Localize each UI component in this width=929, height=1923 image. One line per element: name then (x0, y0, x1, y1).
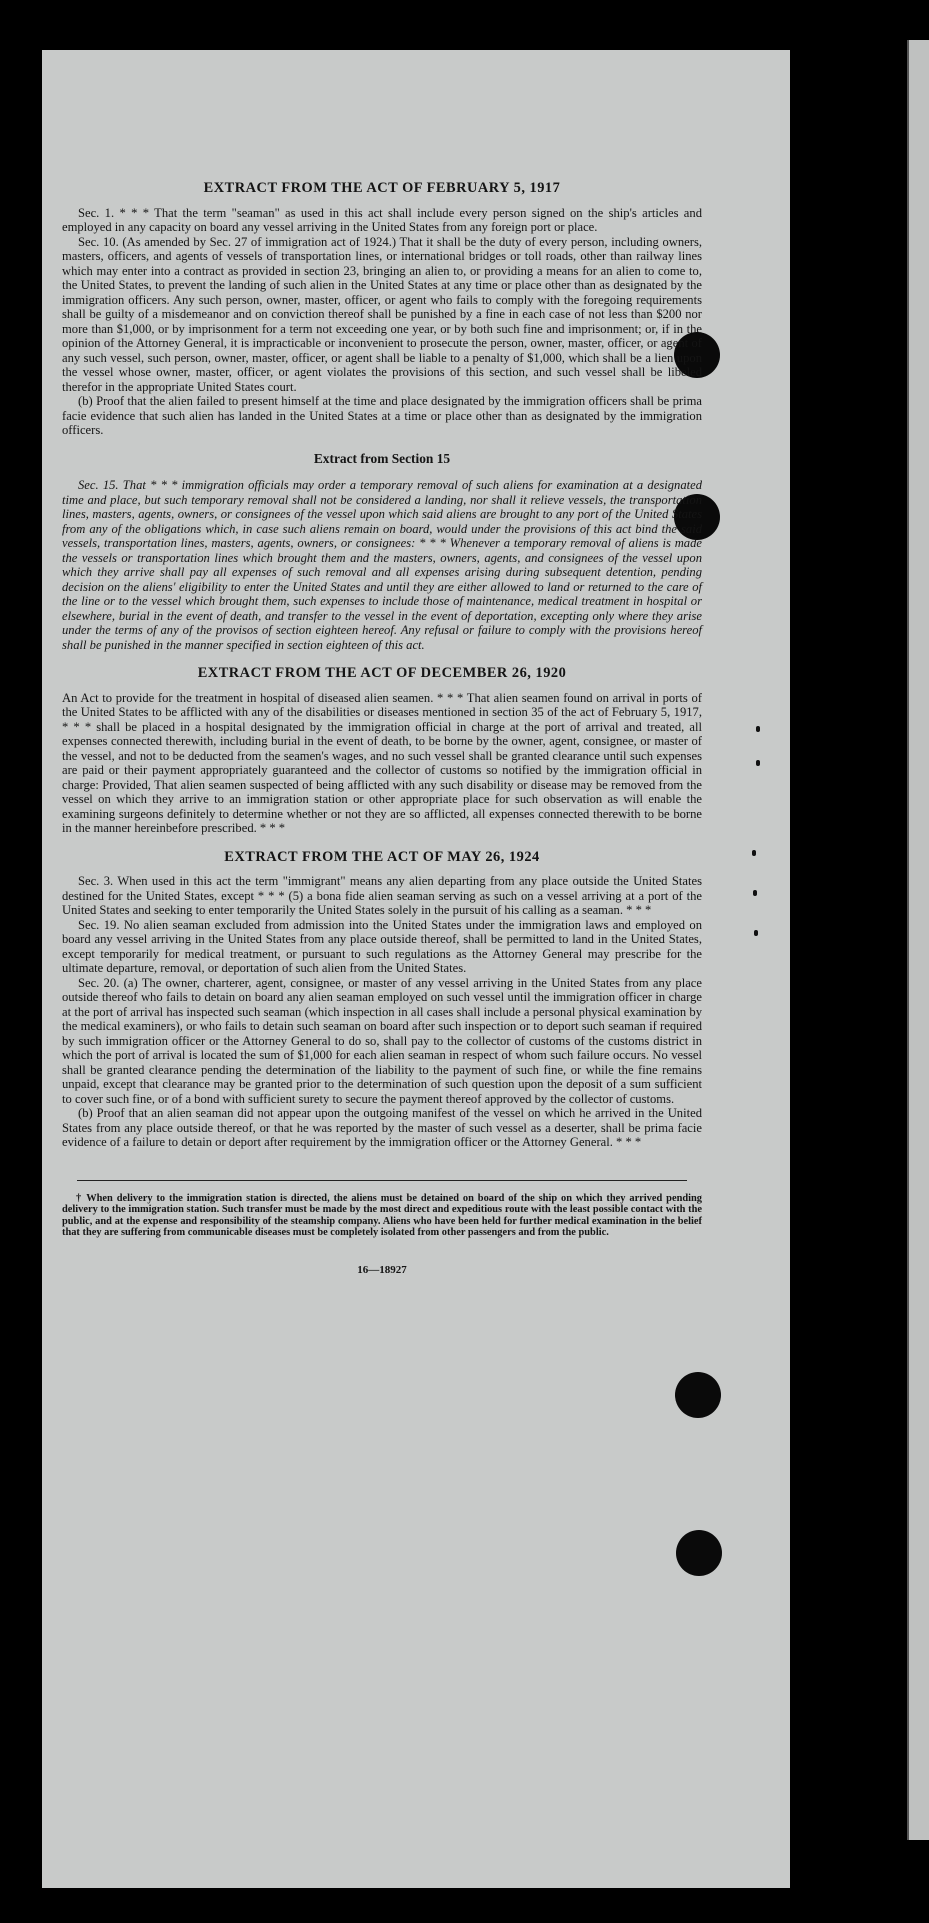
margin-mark (756, 726, 760, 732)
paragraph-sec15: Sec. 15. That * * * immigration officials may order a temporary removal of such aliens for examination at a designated time and place, but such temporary removal shall not be considered a landing, nor shall it relieve vessels, the transportation lines, masters, agents, owners, or consignees of the vessel upon which said aliens are brought to any port of the United States from any of the obligations which, in case such aliens remain on board, would under the provisions of this act bind the said vessels, transportation lines, masters, agents, owners, or consignees: * * * Whenever a temporary removal of aliens is made the vessels or transportation lines which brought them and the masters, owners, agents, and consignees of the vessel upon which they arrive shall pay all expenses of such removal and all expenses arising during subsequent detention, pending decision on the aliens' eligibility to enter the United States and until they are either allowed to land or returned to the care of the line or to the vessel which brought them, such expenses to include those of maintenance, medical treatment in hospital or elsewhere, burial in the event of death, and transfer to the vessel in the event of deportation, excepting only where they arise under the terms of any of the provisos of section eighteen hereof. Any refusal or failure to comply with the provisions hereof shall be punished in the manner specified in section eighteen of this act. (62, 478, 702, 652)
subheading-section-15: Extract from Section 15 (313, 450, 451, 466)
footnote: † When delivery to the immigration station is directed, the aliens must be detained on board of the ship on which they arrived pending delivery to the immigration station. Such transfer must be made by the most direct and expeditious route with the least possible contact with the public, and at the expense and responsibility of the steamship company. Aliens who have been held for further medical examination in the belief that they are suffering from communicable diseases must be completely isolated from other passengers and from the public. (62, 1192, 702, 1239)
paragraph-1917-sec10b: (b) Proof that the alien failed to present himself at the time and place designated by the immigration officers shall be prima facie evidence that such alien has landed in the United States at a time or place other than as designated by the immigration officers. (62, 394, 702, 437)
form-number: 16—18927 (357, 1263, 407, 1276)
punch-hole (676, 1530, 722, 1576)
adjacent-page-edge (907, 40, 929, 1840)
margin-mark (753, 890, 757, 896)
punch-hole (675, 1372, 721, 1418)
margin-mark (754, 930, 758, 936)
paragraph-1924-sec3: Sec. 3. When used in this act the term "immigrant" means any alien departing from any place outside the United States destined for the United States, except * * * (5) a bona fide alien seaman serving as such on a vessel arriving at a port of the United States and seeking to enter temporarily the United States solely in the pursuit of his calling as a seaman. * * * (62, 874, 702, 917)
paragraph-1924-sec20a: Sec. 20. (a) The owner, charterer, agent, consignee, or master of any vessel arriving in the United States from any place outside thereof who fails to detain on board any alien seaman employed on such vessel until the immigration officer in charge at the port of arrival has inspected such seaman (which inspection in all cases shall include a personal physical examination by the medical examiners), or who fails to detain such seaman on board after such inspection or to deport such seaman if required by such immigration officer or the Attorney General to do so, shall pay to the collector of customs of the customs district in which the port of arrival is located the sum of $1,000 for each alien seaman in respect of whom such failure occurs. No vessel shall be granted clearance pending the determination of the liability to the payment of such fine, or while the fine remains unpaid, except that clearance may be granted prior to the determination of such question upon the deposit of a sum sufficient to cover such fine, or of a bond with sufficient surety to secure the payment thereof approved by the collector of customs. (62, 975, 702, 1106)
heading-act-1920: EXTRACT FROM THE ACT OF DECEMBER 26, 1920 (197, 665, 567, 681)
margin-mark (752, 850, 756, 856)
paragraph-1920: An Act to provide for the treatment in hospital of diseased alien seamen. * * * That alien seamen found on arrival in ports of the United States to be afflicted with any of the disabilities or diseases mentioned in section 35 of the act of February 5, 1917, * * * shall be placed in a hospital designated by the immigration official in charge at the port of arrival and treated, all expenses connected therewith, including burial in the event of death, to be borne by the owner, agent, consignee, or master of the vessel, and not to be deducted from the seamen's wages, and no such vessel shall be granted clearance until such expenses are paid or their payment appropriately guaranteed and the collector of customs so notified by the immigration official in charge: Provided, That alien seamen suspected of being afflicted with any such disability or disease may be removed from the vessel on which they arrive to an immigration station or other appropriate place for such observation as will enable the examining surgeons definitely to determine whether or not they are so afflicted, all expenses connected therewith to be borne in the manner hereinbefore prescribed. * * * (62, 690, 702, 835)
margin-mark (756, 760, 760, 766)
paragraph-1917-sec10: Sec. 10. (As amended by Sec. 27 of immigration act of 1924.) That it shall be the duty of every person, including owners, masters, officers, and agents of vessels of transportation lines, or international bridges or toll roads, other than railway lines which may enter into a contract as provided in section 23, bringing an alien to, or providing a means for an alien to come to, the United States, to prevent the landing of such alien in the United States at any time or place other than as designated by the immigration officers. Any such person, owner, master, officer, or agent who fails to comply with the foregoing requirements shall be guilty of a misdemeanor and on conviction thereof shall be punished by a fine in each case of not less than $200 nor more than $1,000, or by imprisonment for a term not exceeding one year, or by both such fine and imprisonment; or, if in the opinion of the Attorney General, it is impracticable or inconvenient to prosecute the person, owner, master, officer, or agent of any such vessel, such person, owner, master, officer, or agent shall be liable to a penalty of $1,000, which shall be a lien upon the vessel whose owner, master, officer, or agent violates the provisions of this section, and such vessel shall be libeled therefor in the appropriate United States court. (62, 234, 702, 394)
footnote-divider (77, 1180, 687, 1181)
heading-act-1924: EXTRACT FROM THE ACT OF MAY 26, 1924 (224, 848, 540, 865)
heading-act-1917: EXTRACT FROM THE ACT OF FEBRUARY 5, 1917 (203, 180, 561, 196)
document-body (62, 128, 702, 1277)
paragraph-1917-sec1: Sec. 1. * * * That the term "seaman" as used in this act shall include every person signed on the ship's articles and employed in any capacity on board any vessel arriving in the United States from any foreign port or place. (62, 205, 702, 234)
paragraph-1924-sec20b: (b) Proof that an alien seaman did not appear upon the outgoing manifest of the vessel on which he arrived in the United States from any place outside thereof, or that he was reported by the master of such vessel as a deserter, shall be prima facie evidence of a failure to detain or deport after requirement by the immigration officer or the Attorney General. * * * (62, 1106, 702, 1149)
paragraph-1924-sec19: Sec. 19. No alien seaman excluded from admission into the United States under the immigration laws and employed on board any vessel arriving in the United States from any place outside thereof, shall be permitted to land in the United States, except temporarily for medical treatment, or pursuant to such regulations as the Attorney General may prescribe for the ultimate departure, removal, or deportation of such alien from the United States. (62, 917, 702, 975)
